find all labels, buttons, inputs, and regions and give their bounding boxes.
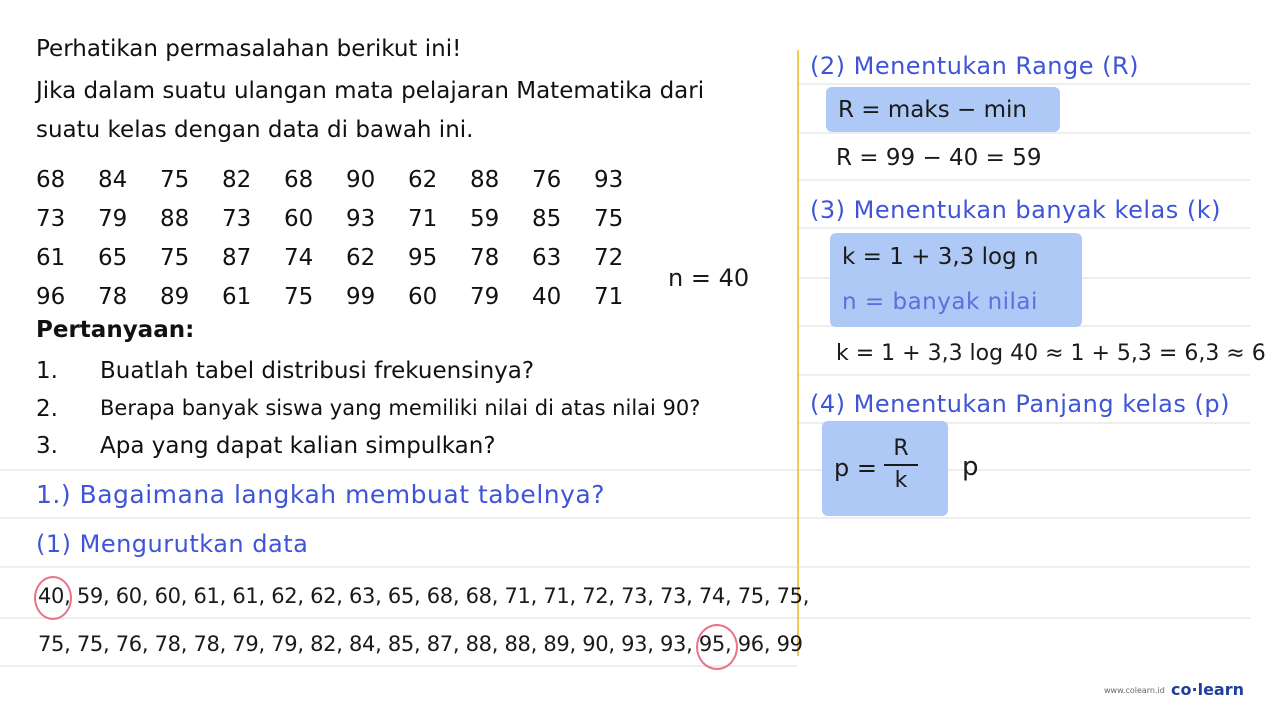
data-cell: 71	[594, 283, 624, 310]
question-2: Berapa banyak siswa yang memiliki nilai di atas nilai 90?	[100, 396, 701, 420]
data-cell: 59	[470, 205, 500, 232]
data-cell: 99	[346, 283, 376, 310]
problem-line-2: Jika dalam suatu ulangan mata pelajaran Matematika dari	[36, 78, 705, 104]
data-cell: 95	[408, 244, 438, 271]
n-definition: n = banyak nilai	[842, 289, 1038, 315]
n-note: n = 40	[668, 264, 750, 292]
colearn-logo: co·learn	[1171, 680, 1244, 699]
data-cell: 75	[284, 283, 314, 310]
data-cell: 61	[36, 244, 66, 271]
data-cell: 76	[532, 166, 562, 193]
data-cell: 62	[408, 166, 438, 193]
data-cell: 60	[408, 283, 438, 310]
data-cell: 71	[408, 205, 438, 232]
step-3-title: (3) Menentukan banyak kelas (k)	[810, 196, 1221, 224]
notes-heading: 1.) Bagaimana langkah membuat tabelnya?	[36, 480, 605, 509]
range-formula: R = maks − min	[838, 97, 1027, 123]
data-cell: 90	[346, 166, 376, 193]
problem-intro: Perhatikan permasalahan berikut ini!	[36, 36, 462, 62]
data-row	[36, 199, 656, 238]
data-cell: 88	[470, 166, 500, 193]
question-3-num: 3.	[36, 433, 58, 459]
problem-line-3: suatu kelas dengan data di bawah ini.	[36, 117, 474, 143]
column-divider	[797, 50, 799, 656]
data-cell: 79	[98, 205, 128, 232]
data-cell: 79	[470, 283, 500, 310]
step-2-title: (2) Menentukan Range (R)	[810, 52, 1140, 80]
data-cell: 73	[222, 205, 252, 232]
k-formula: k = 1 + 3,3 log n	[842, 244, 1039, 270]
data-cell: 87	[222, 244, 252, 271]
data-table	[36, 160, 656, 316]
data-cell: 65	[98, 244, 128, 271]
p-extra: p	[962, 452, 979, 482]
data-cell: 62	[346, 244, 376, 271]
range-calculation: R = 99 − 40 = 59	[836, 145, 1042, 171]
data-cell: 82	[222, 166, 252, 193]
sorted-data-line-1: 40, 59, 60, 60, 61, 61, 62, 62, 63, 65, 68, 68, 71, 71, 72, 73, 73, 74, 75, 75,	[38, 584, 810, 608]
question-2-num: 2.	[36, 396, 58, 422]
k-calculation: k = 1 + 3,3 log 40 ≈ 1 + 5,3 = 6,3 ≈ 6	[836, 341, 1266, 366]
brand-url: www.colearn.id	[1104, 686, 1165, 695]
data-cell: 60	[284, 205, 314, 232]
data-cell: 40	[532, 283, 562, 310]
data-cell: 78	[470, 244, 500, 271]
p-lhs: p =	[834, 454, 877, 482]
data-row	[36, 238, 656, 277]
data-cell: 84	[98, 166, 128, 193]
data-cell: 68	[36, 166, 66, 193]
data-row	[36, 277, 656, 316]
sorted-data-line-2: 75, 75, 76, 78, 78, 79, 79, 82, 84, 85, 87, 88, 88, 89, 90, 93, 93, 95, 96, 99	[38, 632, 803, 656]
data-cell: 72	[594, 244, 624, 271]
data-row	[36, 160, 656, 199]
data-cell: 61	[222, 283, 252, 310]
data-cell: 96	[36, 283, 66, 310]
data-cell: 74	[284, 244, 314, 271]
data-cell: 75	[160, 166, 190, 193]
question-3: Apa yang dapat kalian simpulkan?	[100, 433, 496, 459]
data-cell: 85	[532, 205, 562, 232]
data-cell: 88	[160, 205, 190, 232]
data-cell: 63	[532, 244, 562, 271]
p-denominator: k	[894, 468, 908, 493]
data-cell: 75	[160, 244, 190, 271]
data-cell: 68	[284, 166, 314, 193]
data-cell: 89	[160, 283, 190, 310]
data-cell: 73	[36, 205, 66, 232]
step-4-title: (4) Menentukan Panjang kelas (p)	[810, 390, 1230, 418]
data-cell: 93	[346, 205, 376, 232]
data-cell: 93	[594, 166, 624, 193]
data-cell: 75	[594, 205, 624, 232]
questions-title: Pertanyaan:	[36, 317, 195, 343]
p-fraction	[884, 436, 918, 494]
question-1-num: 1.	[36, 358, 58, 384]
data-cell: 78	[98, 283, 128, 310]
p-numerator: R	[893, 436, 909, 461]
fraction-bar	[884, 464, 918, 466]
question-1: Buatlah tabel distribusi frekuensinya?	[100, 358, 535, 384]
step-1-title: (1) Mengurutkan data	[36, 530, 309, 558]
